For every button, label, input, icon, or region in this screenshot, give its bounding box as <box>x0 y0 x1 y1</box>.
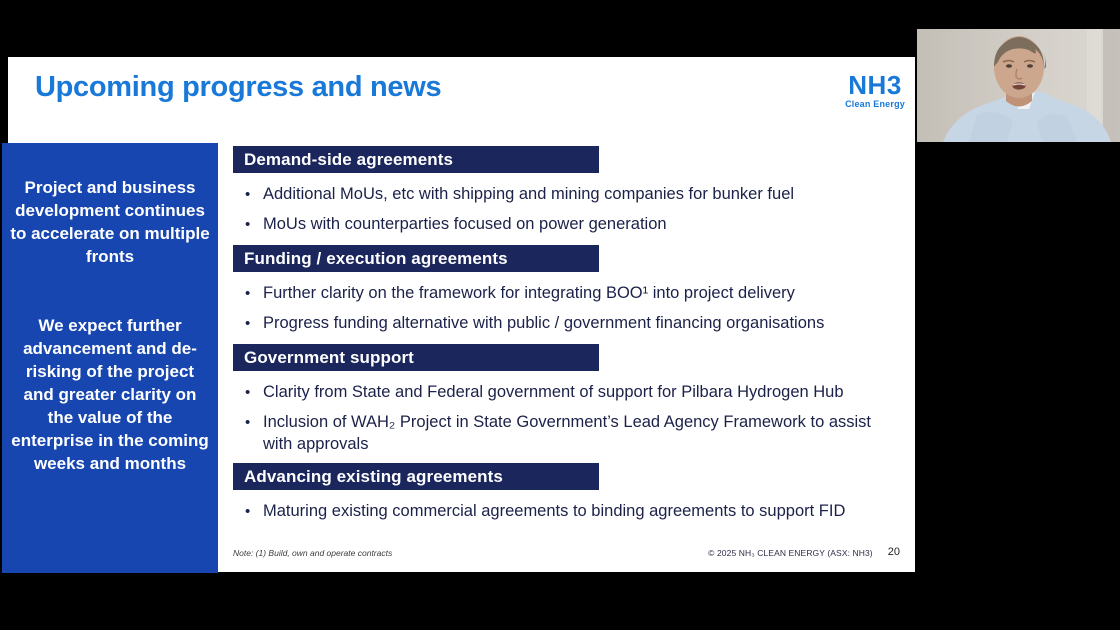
bullet-text: Inclusion of WAH₂ Project in State Government’s Lead Agency Framework to assist with approvals <box>263 413 872 453</box>
bullet-dot-icon <box>245 411 263 455</box>
presenter-avatar <box>917 29 1120 142</box>
footer-right <box>708 546 900 558</box>
bullet-dot-icon <box>245 500 263 523</box>
section-heading-bar: Government support <box>233 344 599 371</box>
bullet-list <box>233 183 900 236</box>
section-government-support <box>233 344 900 462</box>
key-message-paragraph: Project and business development continues to accelerate on multiple fronts <box>10 178 210 266</box>
bullet-list <box>233 381 900 455</box>
section-demand-side-agreements <box>233 146 900 243</box>
bullet-list <box>233 500 900 523</box>
footnote: Note: (1) Build, own and operate contracts <box>233 548 393 558</box>
presenter-webcam-tile[interactable] <box>917 29 1120 142</box>
page-number: 20 <box>887 546 900 558</box>
section-funding-execution-agreements <box>233 245 900 342</box>
bullet-list <box>233 282 900 335</box>
section-heading-bar: Funding / execution agreements <box>233 245 599 272</box>
bullet-text: Progress funding alternative with public / government financing organisations <box>263 314 825 332</box>
bullet-dot-icon <box>245 381 263 404</box>
bullet-item <box>233 213 900 236</box>
section-heading-bar: Advancing existing agreements <box>233 463 599 490</box>
bullet-text: Maturing existing commercial agreements to binding agreements to support FID <box>263 502 846 520</box>
slide-title: Upcoming progress and news <box>35 71 442 103</box>
slide-footer <box>233 546 900 558</box>
bullet-dot-icon <box>245 312 263 335</box>
bullet-dot-icon <box>245 213 263 236</box>
bullet-text: Clarity from State and Federal government of support for Pilbara Hydrogen Hub <box>263 383 844 401</box>
bullet-item <box>233 183 900 206</box>
copyright-text: © 2025 NH₃ CLEAN ENERGY (ASX: NH3) <box>708 548 873 558</box>
key-message-panel <box>2 143 218 573</box>
bullet-dot-icon <box>245 183 263 206</box>
logo-wordmark: NH3 <box>848 70 902 100</box>
bullet-text: Additional MoUs, etc with shipping and mining companies for bunker fuel <box>263 185 795 203</box>
logo-tagline: Clean Energy <box>845 99 905 109</box>
slide-content <box>233 57 900 572</box>
section-advancing-existing-agreements <box>233 463 900 530</box>
bullet-item <box>233 312 900 335</box>
key-message-paragraph: We expect further advancement and de-risking of the project and greater clarity on the value of the enterprise in the coming weeks and months <box>11 316 209 473</box>
bullet-item <box>233 282 900 305</box>
section-heading-bar: Demand-side agreements <box>233 146 599 173</box>
bullet-item <box>233 381 900 404</box>
bullet-text: Further clarity on the framework for integrating BOO¹ into project delivery <box>263 284 795 302</box>
bullet-item <box>233 411 900 455</box>
bullet-dot-icon <box>245 282 263 305</box>
bullet-item <box>233 500 900 523</box>
bullet-text: MoUs with counterparties focused on power generation <box>263 215 667 233</box>
